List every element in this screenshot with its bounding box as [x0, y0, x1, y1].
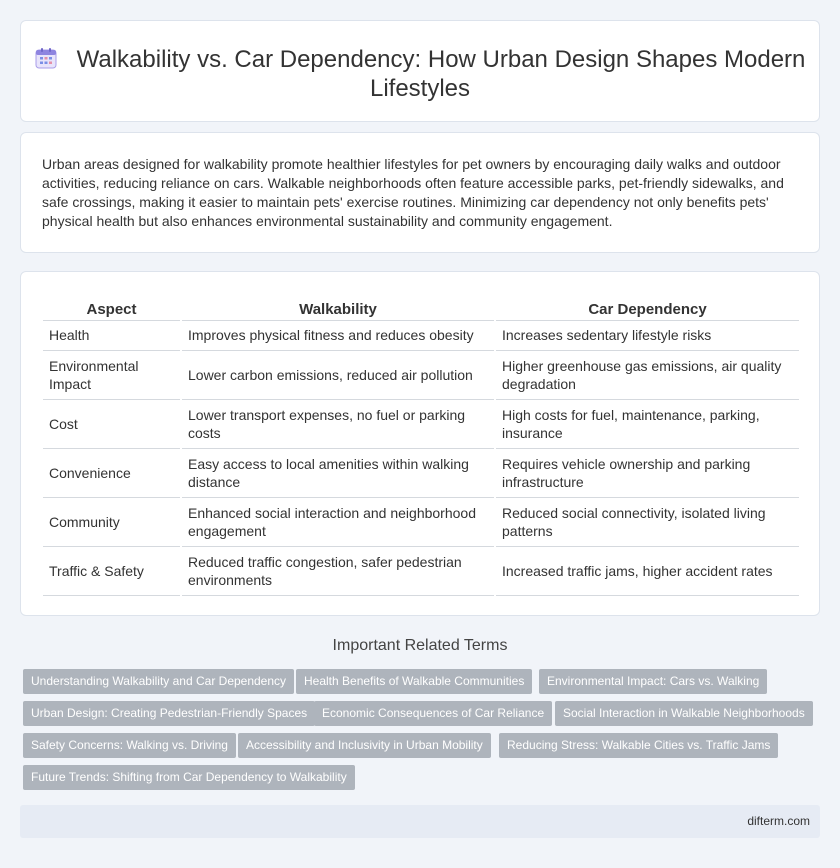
cell-walkability: Easy access to local amenities within walking distance	[181, 448, 495, 497]
cell-car-dependency: Increased traffic jams, higher accident rates	[495, 546, 799, 595]
cell-walkability: Lower carbon emissions, reduced air pollution	[181, 350, 495, 399]
cell-aspect: Environmental Impact	[43, 350, 181, 399]
cell-car-dependency: Higher greenhouse gas emissions, air quality degradation	[495, 350, 799, 399]
cell-walkability: Reduced traffic congestion, safer pedestrian environments	[181, 546, 495, 595]
term-tag[interactable]: Urban Design: Creating Pedestrian-Friendly Spaces	[23, 701, 315, 726]
cell-walkability: Improves physical fitness and reduces obesity	[181, 320, 495, 350]
header-aspect: Aspect	[43, 296, 181, 320]
page-title-text: Walkability vs. Car Dependency: How Urban Design Shapes Modern Lifestyles	[76, 46, 806, 102]
table-row	[43, 350, 799, 399]
cell-car-dependency: Reduced social connectivity, isolated living patterns	[495, 497, 799, 546]
cell-car-dependency: High costs for fuel, maintenance, parking, insurance	[495, 399, 799, 448]
table-row	[43, 320, 799, 350]
cell-car-dependency: Requires vehicle ownership and parking infrastructure	[495, 448, 799, 497]
table-row	[43, 399, 799, 448]
intro-paragraph: Urban areas designed for walkability promote healthier lifestyles for pet owners by encouraging daily walks and outdoor activities, reducing reliance on cars. Walkable neighborhoods often feature accessible parks, pet-friendly sidewalks, and safe crossings, making it easier to maintain pets' exercise routines. Minimizing car dependency not only benefits pets' physical health but also enhances environmental sustainability and community engagement.	[42, 156, 784, 229]
comparison-card	[20, 271, 820, 616]
table-row	[43, 448, 799, 497]
term-tag[interactable]: Reducing Stress: Walkable Cities vs. Traffic Jams	[499, 733, 778, 758]
header-car-dependency: Car Dependency	[495, 296, 799, 320]
footer	[20, 805, 820, 838]
footer-site-link[interactable]: difterm.com	[747, 814, 810, 828]
term-tag[interactable]: Social Interaction in Walkable Neighborhoods	[555, 701, 813, 726]
title-card	[20, 20, 820, 122]
cell-aspect: Cost	[43, 399, 181, 448]
cell-aspect: Traffic & Safety	[43, 546, 181, 595]
calendar-icon	[35, 47, 57, 69]
term-tag[interactable]: Understanding Walkability and Car Dependency	[23, 669, 294, 694]
term-tag[interactable]: Environmental Impact: Cars vs. Walking	[539, 669, 767, 694]
term-tag[interactable]: Accessibility and Inclusivity in Urban Mobility	[238, 733, 491, 758]
cell-aspect: Convenience	[43, 448, 181, 497]
comparison-table	[43, 296, 799, 596]
term-tag[interactable]: Future Trends: Shifting from Car Dependency to Walkability	[23, 765, 355, 790]
term-tag[interactable]: Safety Concerns: Walking vs. Driving	[23, 733, 236, 758]
cell-walkability: Lower transport expenses, no fuel or parking costs	[181, 399, 495, 448]
table-row	[43, 546, 799, 595]
cell-aspect: Health	[43, 320, 181, 350]
table-header-row	[43, 296, 799, 320]
page-title	[21, 45, 819, 103]
header-walkability: Walkability	[181, 296, 495, 320]
table-row	[43, 497, 799, 546]
cell-aspect: Community	[43, 497, 181, 546]
related-terms-heading: Important Related Terms	[332, 637, 508, 654]
intro-card	[20, 132, 820, 253]
term-tag[interactable]: Economic Consequences of Car Reliance	[314, 701, 552, 726]
cell-car-dependency: Increases sedentary lifestyle risks	[495, 320, 799, 350]
term-tag[interactable]: Health Benefits of Walkable Communities	[296, 669, 532, 694]
cell-walkability: Enhanced social interaction and neighborhood engagement	[181, 497, 495, 546]
